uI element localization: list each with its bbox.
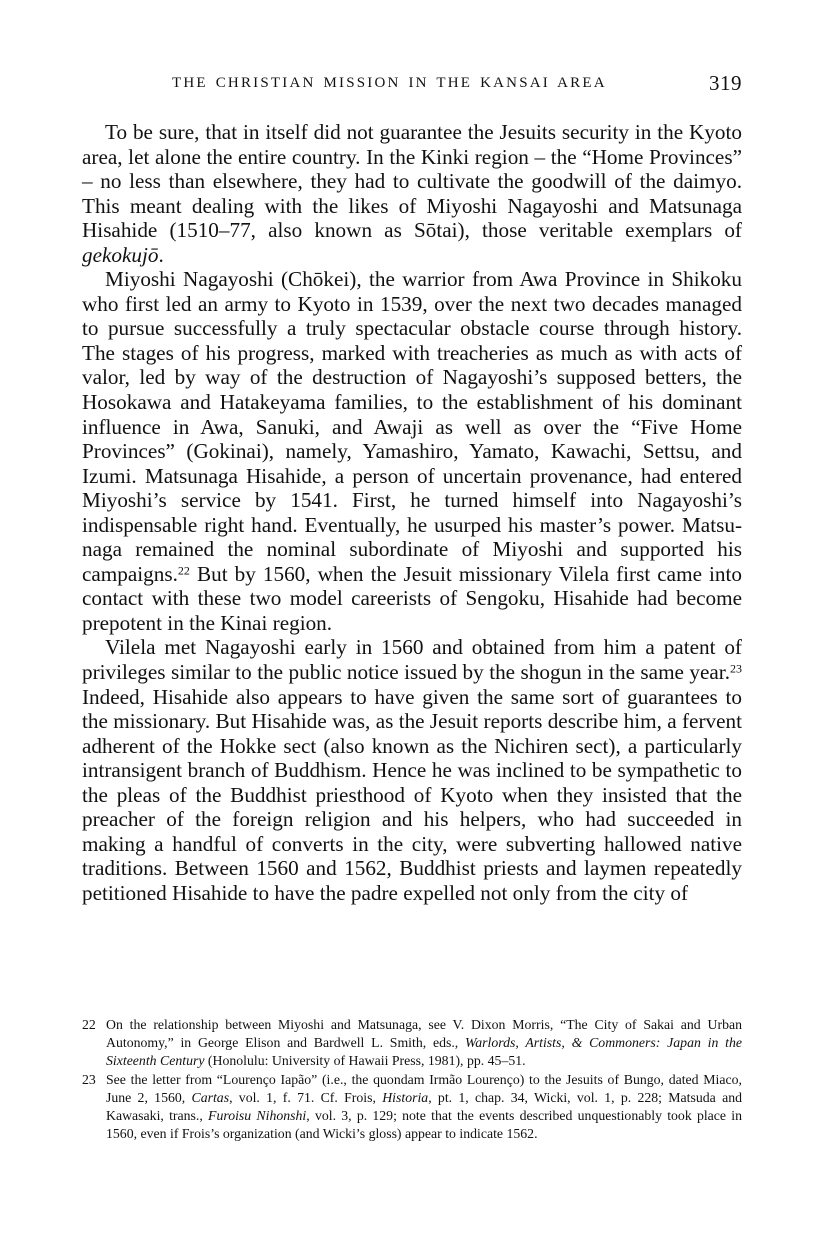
- paragraph-3: [82, 635, 742, 905]
- body-text: [82, 120, 742, 906]
- book-title: Historia: [382, 1089, 429, 1105]
- footnotes: [82, 1016, 742, 1143]
- page-number: 319: [709, 71, 742, 95]
- footnote-ref-22[interactable]: 22: [177, 563, 190, 578]
- book-title: Cartas: [191, 1089, 230, 1105]
- footnote-text: On the relationship between Miyoshi and Matsunaga, see V. Dixon Morris, “The City of Sakai and Urban Autonomy,” in George Elison and Bardwell L. Smith, eds.,: [106, 1017, 742, 1051]
- paragraph-2: [82, 267, 742, 635]
- footnote-23: [82, 1071, 742, 1144]
- book-title: Warlords, Artists, & Commoners: Japan in the Sixteenth Century: [106, 1035, 742, 1069]
- footnote-text: , vol. 3, p. 129; note that the events described unquestionably took place in 1560, even if Frois’s organization (and Wicki’s gloss) appear to indicate 1562.: [106, 1108, 742, 1142]
- footnote-text: , vol. 1, f. 71. Cf. Frois,: [229, 1089, 383, 1105]
- footnote-text: (Honolulu: University of Hawaii Press, 1981), pp. 45–51.: [204, 1053, 526, 1069]
- footnote-number: 22: [82, 1017, 96, 1032]
- footnote-number: 23: [82, 1071, 96, 1087]
- paragraph-3-text: Vilela met Nagayoshi early in 1560 and obtained from him a patent of privileges similar to the public notice issued by the shogun in the same year.: [82, 635, 742, 685]
- paragraph-1-end: .: [158, 242, 164, 267]
- paragraph-2-text: Miyoshi Nagayoshi (Chōkei), the warrior from Awa Province in Shikoku who first led an army to Kyoto in 1539, over the next two decades managed to pursue successfully a truly spectacular obstacle course through history. The stages of his progress, marked with treacheries as much as with acts of valor, led by way of the destruction of Nagayoshi’s supposed betters, the Hosokawa and Hatakeyama families, to the establishment of his dominant influence in Awa, Sanuki, and Awaji as well as over the “Five Home Provinces” (Gokinai), namely, Yamashiro, Yamato, Kawachi, Settsu, and Izumi. Matsunaga Hisahide, a person of uncertain provenance, had entered Miyoshi’s service by 1541. First, he turned himself into Nagayoshi’s indispensable right hand. Eventually, he usurped his master’s power. Matsunaga remained the nominal subordinate of Miyoshi and supported his campaigns.: [82, 267, 742, 586]
- paragraph-2-end: But by 1560, when the Jesuit missionary Vilela first came into contact with these two model careerists of Sengoku, Hisahide had become prepotent in the Kinai region.: [82, 561, 742, 635]
- footnote-22: [82, 1016, 742, 1071]
- paragraph-3-end: Indeed, Hisahide also appears to have given the same sort of guarantees to the missionary. But Hisahide was, as the Jesuit reports describe him, a fervent adherent of the Hokke sect (also known as the Nichiren sect), a particularly intransigent branch of Buddhism. Hence he was inclined to be sympathetic to the pleas of the Buddhist priesthood of Kyoto when they insisted that the preacher of the foreign religion and his helpers, who had succeeded in making a handful of converts in the city, were subverting hallowed native traditions. Between 1560 and 1562, Buddhist priests and laymen repeatedly petitioned Hisahide to have the padre expelled not only from the city of: [82, 684, 742, 905]
- running-title: THE CHRISTIAN MISSION IN THE KANSAI AREA: [172, 75, 607, 91]
- footnote-text: , pt. 1, chap. 34, Wicki, vol. 1, p. 228; Matsuda and Kawasaki, trans.,: [106, 1089, 742, 1124]
- footnote-text: See the letter from “Lourenço Iapão” (i.e., the quondam Irmão Lourenço) to the Jesuits of Bungo, dated Miaco, June 2, 1560,: [106, 1071, 742, 1105]
- footnote-ref-23[interactable]: 23: [730, 661, 742, 676]
- paragraph-1-text: To be sure, that in itself did not guarantee the Jesuits security in the Kyoto area, let alone the entire country. In the Kinki region – the “Home Provinces” – no less than elsewhere, they had to cultivate the goodwill of the daimyo. This meant dealing with the likes of Miyoshi Nagayoshi and Matsunaga Hisahide (1510–77, also known as Sōtai), those veritable exemplars of: [82, 120, 742, 243]
- book-title: Furoisu Nihonshi: [208, 1108, 307, 1124]
- italic-term: gekokujō: [82, 242, 159, 267]
- running-head: [172, 73, 742, 97]
- paragraph-1: [82, 120, 742, 267]
